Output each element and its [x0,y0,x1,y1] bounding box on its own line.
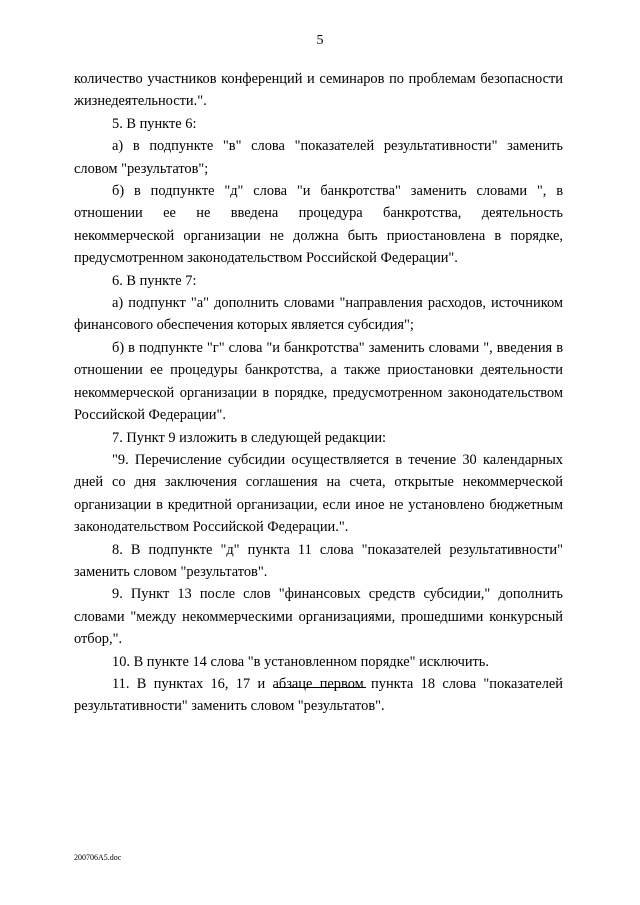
paragraph-item-6a: а) подпункт "а" дополнить словами "направления расходов, источником финансового обеспечения которых является субсидия"; [74,295,563,334]
paragraph-item-6: 6. В пункте 7: [112,272,197,289]
paragraph-item-6b: б) в подпункте "г" слова "и банкротства" заменить словами ", введения в отношении ее процедуры банкротства, а также приостановки деятельности некоммерческой организации в порядке, предусмотренном законодательством Российской Федерации". [74,339,563,424]
paragraph-item-5: 5. В пункте 6: [112,115,197,132]
paragraph-item-5a: а) в подпункте "в" слова "показателей результативности" заменить словом "результатов"; [74,138,563,177]
end-separator-line [275,687,366,688]
document-code: 200706A5.doc [74,853,122,862]
page-number: 5 [316,33,324,48]
paragraph-item-7: 7. Пункт 9 изложить в следующей редакции: [112,429,387,446]
paragraph-item-9: 9. Пункт 13 после слов "финансовых средств субсидии," дополнить словами "между некоммерческими организациями, прошедшими конкурсный отбор,". [74,586,563,648]
paragraph-item-10: 10. В пункте 14 слова "в установленном порядке" исключить. [112,653,489,670]
paragraph-item-11: 11. В пунктах 16, 17 и абзаце первом пункта 18 слова "показателей результативности" заменить словом "результатов". [74,675,563,715]
paragraph-item-8: 8. В подпункте "д" пункта 11 слова "показателей результативности" заменить словом "результатов". [74,541,563,580]
paragraph-continuation: количество участников конференций и семинаров по проблемам безопасности жизнедеятельности.". [74,71,563,110]
paragraph-item-7-text: "9. Перечисление субсидии осуществляется в течение 30 календарных дней со дня заключения соглашения на счета, открытые некоммерческой организации в кредитной организации, если иное не установлено бюджетным законодательством Российской Федерации.". [74,451,563,536]
paragraph-item-5b: б) в подпункте "д" слова "и банкротства" заменить словами ", в отношении ее не введена процедура банкротства, деятельность некоммерческой организации не должна быть приостановлена в порядке, предусмотренном законодательством Российской Федерации". [74,183,563,267]
document-body [74,68,563,718]
